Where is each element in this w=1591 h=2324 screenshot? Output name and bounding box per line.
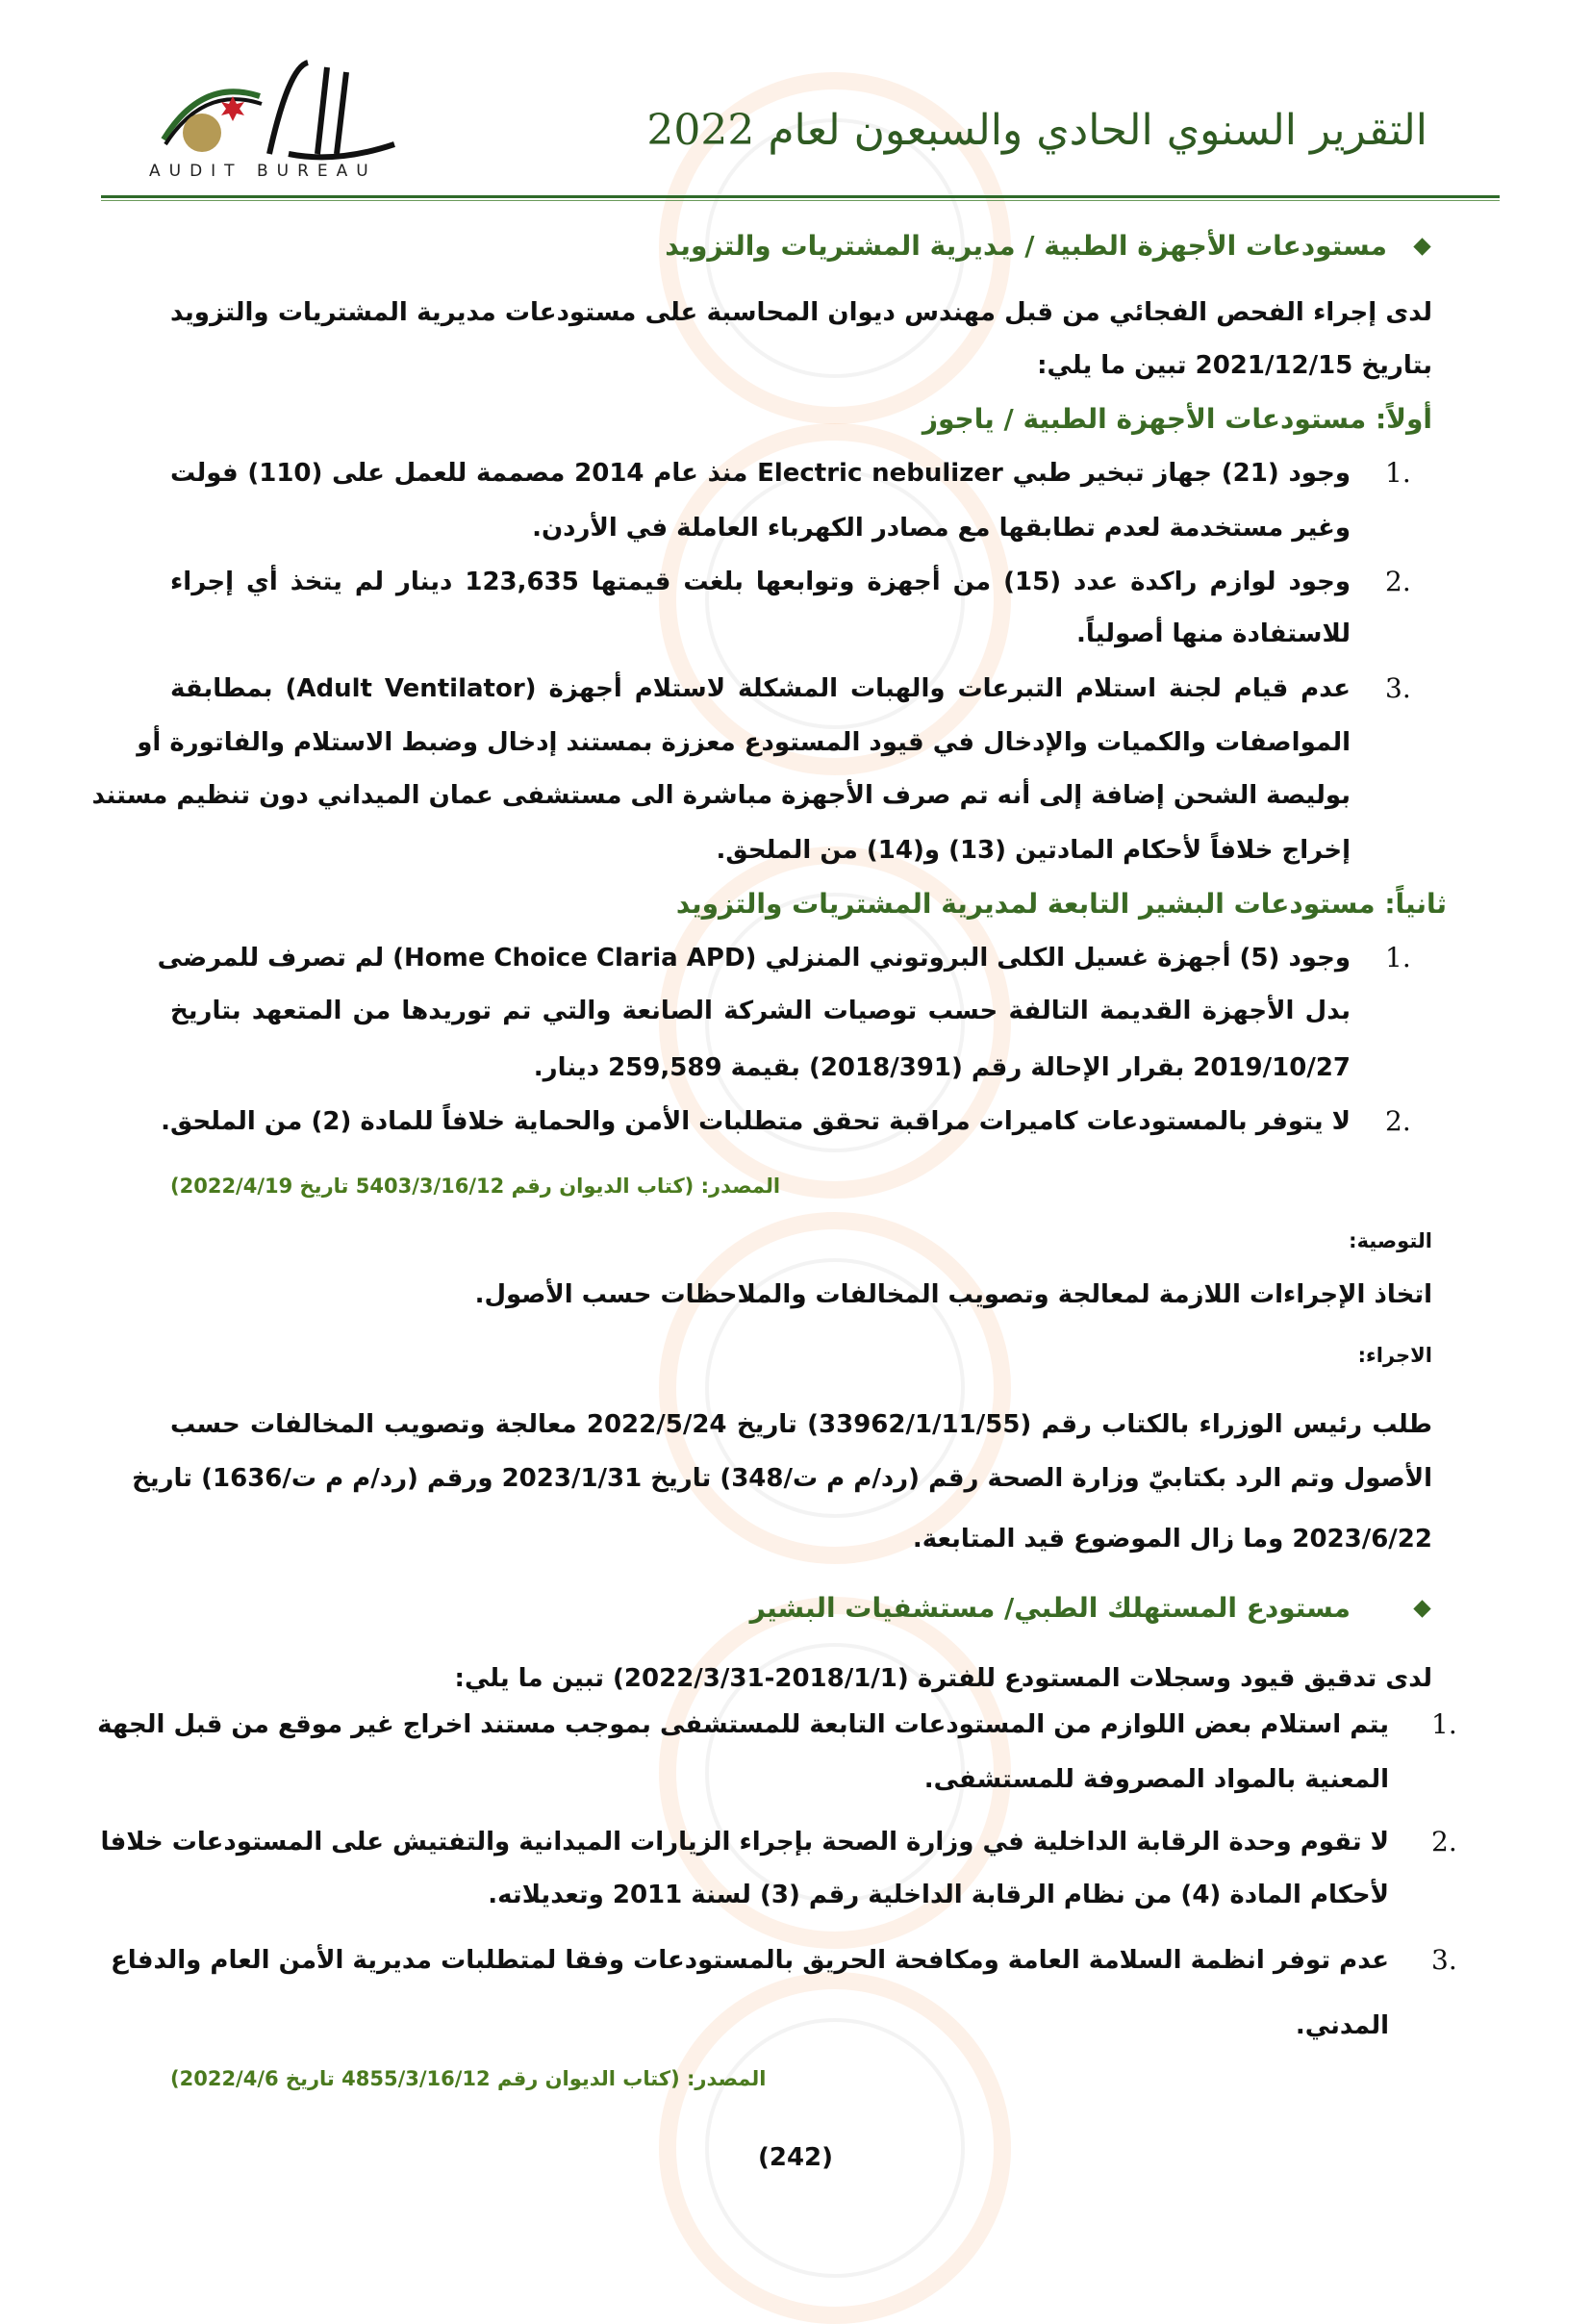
item-number: 1. — [1385, 942, 1411, 973]
item-line: لأحكام المادة (4) من نظام الرقابة الداخلية رقم (3) لسنة 2011 وتعديلاته. — [488, 1881, 1389, 1909]
item-line: إخراج خلافاً لأحكام المادتين (13) و(14) من الملحق. — [716, 836, 1351, 865]
diamond-bullet-icon — [1413, 238, 1430, 255]
item-number: 1. — [1431, 1708, 1457, 1740]
action-line: طلب رئيس الوزراء بالكتاب رقم (33962/1/11/55) تاريخ 2022/5/24 معالجة وتصويب المخالفات حسب — [170, 1410, 1432, 1439]
item-line: يتم استلام بعض اللوازم من المستودعات التابعة للمستشفى بموجب مستند اخراج غير موقع من قبل الجهة — [97, 1710, 1389, 1739]
recommendation-text: اتخاذ الإجراءات اللازمة لمعالجة وتصويب المخالفات والملاحظات حسب الأصول. — [474, 1280, 1432, 1309]
item-line: 2019/10/27 بقرار الإحالة رقم (2018/391) بقيمة 259,589 دينار. — [533, 1053, 1351, 1082]
diamond-bullet-icon — [1413, 1600, 1430, 1617]
source-citation: المصدر: (كتاب الديوان رقم 4855/3/16/12 تاريخ 2022/4/6) — [170, 2067, 767, 2090]
item-number: 3. — [1385, 672, 1411, 704]
item-line: بوليصة الشحن إضافة إلى أنه تم صرف الأجهزة مباشرة الى مستشفى عمان الميداني دون تنظيم مستند — [91, 781, 1351, 810]
item-number: 3. — [1431, 1944, 1457, 1976]
item-line: المواصفات والكميات والإدخال في قيود المستودع معززة بمستند إدخال وضبط الاستلام والفاتورة أو — [137, 728, 1351, 757]
page-number: (242) — [757, 2143, 834, 2172]
action-line: الأصول وتم الرد بكتابيّ وزارة الصحة رقم (رد/م م ت/348) تاريخ 2023/1/31 ورقم (رد/م م ت/1636) تاريخ — [132, 1464, 1432, 1493]
source-citation: المصدر: (كتاب الديوان رقم 5403/3/16/12 تاريخ 2022/4/19) — [170, 1175, 781, 1198]
header-divider — [101, 195, 1500, 198]
item-line: للاستفادة منها أصولياً. — [1076, 619, 1351, 648]
item-line: عدم توفر انظمة السلامة العامة ومكافحة الحريق بالمستودعات وفقا لمتطلبات مديرية الأمن العام والدفاع — [110, 1946, 1389, 1975]
item-line: وجود لوازم راكدة عدد (15) من أجهزة وتوابعها بلغت قيمتها 123,635 دينار لم يتخذ أي إجراء — [170, 568, 1351, 596]
item-line: لا يتوفر بالمستودعات كاميرات مراقبة تحقق متطلبات الأمن والحماية خلافاً للمادة (2) من الملحق. — [161, 1107, 1351, 1136]
item-line: بدل الأجهزة القديمة التالفة حسب توصيات الشركة الصانعة والتي تم توريدها من المتعهد بتاريخ — [170, 997, 1351, 1025]
item-line: عدم قيام لجنة استلام التبرعات والهبات المشكلة لاستلام أجهزة (Adult Ventilator) بمطابقة — [170, 674, 1351, 703]
paragraph-line: لدى إجراء الفحص الفجائي من قبل مهندس ديوان المحاسبة على مستودعات مديرية المشتريات والتزويد — [170, 298, 1432, 327]
item-number: 2. — [1385, 1105, 1411, 1137]
recommendation-label: التوصية: — [1349, 1229, 1432, 1252]
action-line: 2023/6/22 وما زال الموضوع قيد المتابعة. — [912, 1525, 1432, 1554]
report-title: التقرير السنوي الحادي والسبعون لعام 2022 — [646, 106, 1427, 155]
subsection-heading: أولاً: مستودعات الأجهزة الطبية / ياجوز — [922, 403, 1432, 435]
item-line: وغير مستخدمة لعدم تطابقها مع مصادر الكهرباء العاملة في الأردن. — [532, 514, 1351, 543]
item-line: لا تقوم وحدة الرقابة الداخلية في وزارة الصحة بإجراء الزيارات الميدانية والتفتيش على المستودعات خلافا — [100, 1828, 1389, 1857]
item-number: 2. — [1431, 1826, 1457, 1857]
item-number: 1. — [1385, 457, 1411, 489]
item-line: وجود (5) أجهزة غسيل الكلى البروتوني المنزلي (Home Choice Claria APD) لم تصرف للمرضى — [157, 944, 1351, 973]
item-line: المدني. — [1295, 2011, 1389, 2040]
header-divider-thin — [101, 200, 1500, 201]
item-line: وجود (21) جهاز تبخير طبي Electric nebulizer منذ عام 2014 مصممة للعمل على (110) فولت — [170, 459, 1351, 488]
section-heading: مستودع المستهلك الطبي/ مستشفيات البشير — [749, 1592, 1351, 1624]
action-label: الاجراء: — [1357, 1344, 1432, 1367]
item-number: 2. — [1385, 566, 1411, 597]
item-line: المعنية بالمواد المصروفة للمستشفى. — [923, 1765, 1389, 1794]
subsection-heading: ثانياً: مستودعات البشير التابعة لمديرية المشتريات والتزويد — [675, 888, 1447, 920]
logo-text-en: AUDIT BUREAU — [149, 162, 377, 181]
paragraph-line: بتاريخ 2021/12/15 تبين ما يلي: — [1037, 351, 1432, 380]
section-heading: مستودعات الأجهزة الطبية / مديرية المشتريات والتزويد — [665, 230, 1387, 262]
paragraph-line: لدى تدقيق قيود وسجلات المستودع للفترة (2018/1/1-2022/3/31) تبين ما يلي: — [454, 1664, 1432, 1693]
